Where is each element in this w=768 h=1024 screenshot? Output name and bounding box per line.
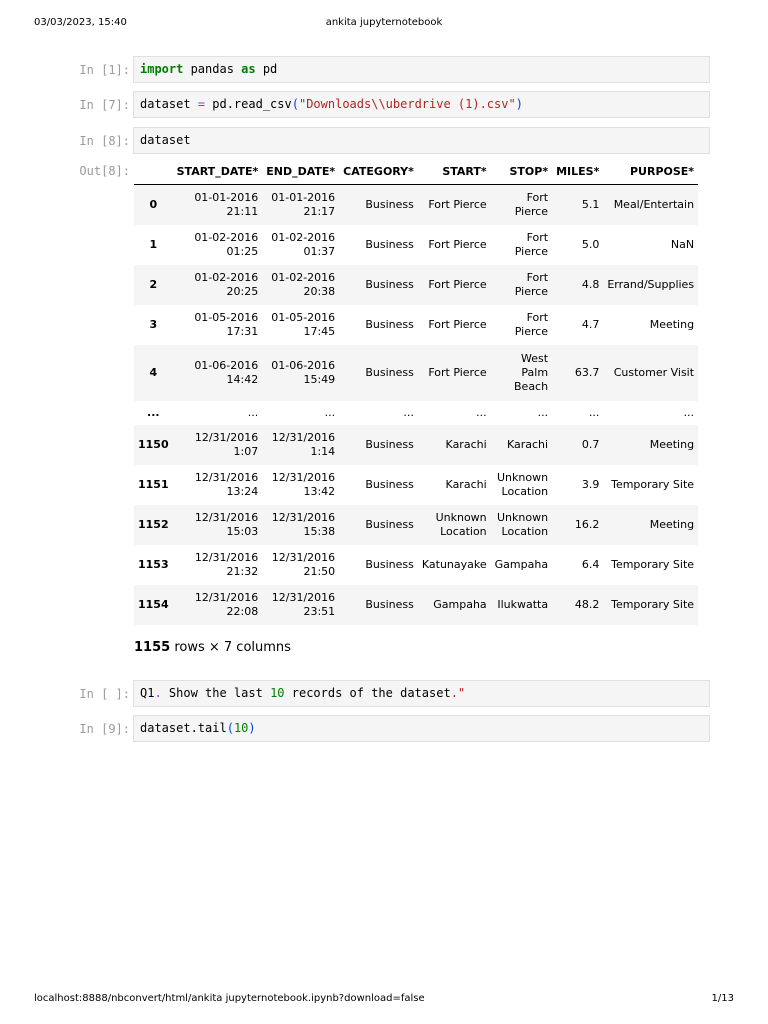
cell-line: 4 [149,365,158,379]
cell-line: 12/31/2016 [194,430,259,444]
cell-line: 12/31/2016 [194,510,259,524]
cell-line: 01-06-2016 [194,358,259,372]
column-header: START_DATE* [173,158,263,185]
cell-line: 01-02-2016 [194,230,259,244]
category-cell [339,225,418,265]
end-date-cell [262,305,339,345]
row-index [134,265,173,305]
end-date-cell [262,185,339,225]
category-cell [339,585,418,625]
cell-line: Meeting [649,437,695,451]
start-cell [418,505,491,545]
cell-line: Business [365,237,414,251]
string-literal: "Downloads\\uberdrive (1).csv" [298,97,516,111]
end-date-cell [262,585,339,625]
purpose-cell [603,505,698,545]
dataframe-shape [134,640,291,655]
cell-line: Ilukwatta [497,597,549,611]
shape-text: rows × 7 columns [170,640,291,655]
cell-line: Fort [526,310,549,324]
cell-line: Fort Pierce [428,317,487,331]
purpose-cell [603,425,698,465]
paren-close: ) [248,721,256,735]
category-cell [339,465,418,505]
stop-cell [491,305,552,345]
start-cell [418,305,491,345]
table-row [134,265,698,305]
cell-line: Pierce [514,204,549,218]
miles-cell [552,401,603,425]
cell-line: Location [501,484,549,498]
start-date-cell [173,185,263,225]
start-date-cell [173,585,263,625]
column-header: CATEGORY* [339,158,418,185]
category-cell [339,425,418,465]
page-number: 1/13 [711,993,734,1004]
stop-cell [491,545,552,585]
operator: . [154,686,162,700]
cell-line: 4.7 [581,317,600,331]
cell-line: 2 [149,277,158,291]
cell-line: 21:32 [226,564,259,578]
row-index [134,465,173,505]
category-cell [339,505,418,545]
start-cell [418,545,491,585]
number-literal: 10 [270,686,285,700]
code-cell-5[interactable] [76,715,710,742]
column-header: PURPOSE* [603,158,698,185]
cell-line: 63.7 [574,365,600,379]
cell-line: Katunayake [421,557,487,571]
cell-line: 01-05-2016 [194,310,259,324]
purpose-cell [603,185,698,225]
code-text: Show the last [161,686,271,700]
code-input[interactable] [133,56,710,83]
row-index [134,225,173,265]
start-date-cell [173,465,263,505]
end-date-cell [262,401,339,425]
cell-line: 20:38 [303,284,336,298]
cell-line: Gampaha [494,557,549,571]
cell-line: 01-02-2016 [271,230,336,244]
cell-line: Temporary Site [611,557,695,571]
table-row [134,585,698,625]
column-header: MILES* [552,158,603,185]
cell-line: Business [365,517,414,531]
cell-line: Business [365,197,414,211]
string-literal: ." [450,686,466,700]
cell-line: 3 [149,317,158,331]
row-index [134,185,173,225]
cell-line: 1151 [138,477,169,491]
row-index [134,545,173,585]
purpose-cell [603,545,698,585]
cell-line: Fort Pierce [428,197,487,211]
cell-line: Temporary Site [611,477,695,491]
table-row [134,225,698,265]
paren-close: ) [515,97,523,111]
cell-line: 14:42 [226,372,259,386]
cell-line: Karachi [445,437,487,451]
input-prompt: In [8]: [79,134,130,148]
cell-line: 12/31/2016 [194,470,259,484]
cell-line: 3.9 [581,477,600,491]
end-date-cell [262,545,339,585]
cell-line: 01-05-2016 [271,310,336,324]
cell-line: Business [365,557,414,571]
cell-line: Meeting [649,517,695,531]
miles-cell [552,585,603,625]
print-header [34,17,734,31]
category-cell [339,401,418,425]
cell-line: 12/31/2016 [271,590,336,604]
miles-cell [552,345,603,401]
number-literal: 10 [233,721,249,735]
end-date-cell [262,425,339,465]
input-prompt: In [7]: [79,98,130,112]
end-date-cell [262,345,339,401]
print-footer [34,993,734,1007]
start-date-cell [173,305,263,345]
cell-line: 21:17 [303,204,336,218]
cell-line: 23:51 [303,604,336,618]
column-header: END_DATE* [262,158,339,185]
cell-line: Customer Visit [613,365,695,379]
cell-line: 15:49 [303,372,336,386]
purpose-cell [603,265,698,305]
table-row [134,345,698,401]
cell-line: Business [365,477,414,491]
column-header: STOP* [491,158,552,185]
cell-line: 01-02-2016 [194,270,259,284]
cell-line: 0.7 [581,437,600,451]
cell-line: Meeting [649,317,695,331]
cell-line: 1152 [138,517,169,531]
category-cell [339,185,418,225]
start-cell [418,225,491,265]
start-cell [418,265,491,305]
row-index [134,505,173,545]
row-index [134,401,173,425]
stop-cell [491,401,552,425]
cell-line: 12/31/2016 [271,510,336,524]
cell-line: Pierce [514,284,549,298]
row-index [134,425,173,465]
input-prompt: In [9]: [79,722,130,736]
cell-line: ... [588,405,600,419]
miles-cell [552,545,603,585]
start-date-cell [173,545,263,585]
cell-line: NaN [670,237,695,251]
cell-line: Errand/Supplies [607,277,695,291]
cell-line: 4.8 [581,277,600,291]
cell-line: Temporary Site [611,597,695,611]
cell-line: Location [501,524,549,538]
cell-line: ... [247,405,259,419]
cell-line: 17:31 [226,324,259,338]
start-cell [418,425,491,465]
column-header: START* [418,158,491,185]
code-text: pd.read_csv [205,97,292,111]
paren-open: ( [291,97,299,111]
cell-line: Gampaha [433,597,487,611]
cell-line: Meal/Entertain [613,197,695,211]
table-row [134,425,698,465]
cell-line: 22:08 [226,604,259,618]
end-date-cell [262,265,339,305]
table-row [134,465,698,505]
cell-line: Business [365,317,414,331]
start-cell [418,465,491,505]
purpose-cell [603,345,698,401]
dataframe-table [134,158,698,625]
code-text: Q1 [140,686,155,700]
cell-line: 1153 [138,557,169,571]
stop-cell [491,185,552,225]
category-cell [339,305,418,345]
cell-line: Beach [514,379,549,393]
cell-line: 12/31/2016 [271,470,336,484]
end-date-cell [262,225,339,265]
stop-cell [491,265,552,305]
code-text: dataset [140,133,191,147]
table-row [134,545,698,585]
cell-line: West [521,351,549,365]
cell-line: 21:11 [226,204,259,218]
table-row [134,305,698,345]
start-cell [418,585,491,625]
cell-line: Palm [521,365,549,379]
table-row [134,505,698,545]
stop-cell [491,225,552,265]
cell-line: 13:24 [226,484,259,498]
cell-line: 1:14 [310,444,336,458]
table-header-row [134,158,698,185]
cell-line: 48.2 [574,597,600,611]
stop-cell [491,425,552,465]
purpose-cell [603,465,698,505]
category-cell [339,545,418,585]
cell-line: Fort [526,190,549,204]
start-cell [418,185,491,225]
purpose-cell [603,225,698,265]
cell-line: Business [365,597,414,611]
cell-line: ... [403,405,414,419]
cell-line: 01:25 [226,244,259,258]
cell-line: 5.0 [581,237,600,251]
end-date-cell [262,465,339,505]
cell-line: 01-02-2016 [271,270,336,284]
miles-cell [552,425,603,465]
code-text: pandas [183,62,242,76]
miles-cell [552,265,603,305]
output-prompt: Out[8]: [79,164,130,178]
purpose-cell [603,305,698,345]
miles-cell [552,305,603,345]
cell-line: Karachi [445,477,487,491]
cell-line: 5.1 [581,197,600,211]
cell-line: 01-01-2016 [194,190,259,204]
code-text: dataset.tail [140,721,227,735]
miles-cell [552,465,603,505]
category-cell [339,265,418,305]
code-input[interactable] [133,91,710,118]
keyword-import: import [140,62,184,76]
code-cell-2[interactable] [76,91,710,118]
row-index [134,305,173,345]
cell-line: Business [365,277,414,291]
print-url: localhost:8888/nbconvert/html/ankita jupyternotebook.ipynb?download=false [34,993,425,1004]
cell-line: Pierce [514,244,549,258]
code-input[interactable] [133,680,710,707]
row-index [134,345,173,401]
cell-line: 6.4 [581,557,600,571]
cell-line: 13:42 [303,484,336,498]
purpose-cell [603,401,698,425]
table-row [134,401,698,425]
cell-line: Pierce [514,324,549,338]
code-cell-1[interactable] [76,56,710,83]
start-date-cell [173,345,263,401]
stop-cell [491,345,552,401]
code-input[interactable] [133,715,710,742]
cell-line: 15:03 [226,524,259,538]
start-cell [418,345,491,401]
row-count: 1155 [134,640,171,655]
start-cell [418,401,491,425]
cell-line: 01:37 [303,244,336,258]
cell-line: Fort [526,230,549,244]
cell-line: Location [440,524,487,538]
start-date-cell [173,265,263,305]
cell-line: Unknown [435,510,487,524]
cell-line: 12/31/2016 [271,550,336,564]
cell-line: ... [324,405,336,419]
end-date-cell [262,505,339,545]
cell-line: 21:50 [303,564,336,578]
cell-line: ... [147,405,160,419]
cell-line: ... [683,405,695,419]
input-prompt: In [ ]: [79,687,130,701]
cell-line: Fort [526,270,549,284]
cell-line: Business [365,437,414,451]
cell-line: 12/31/2016 [194,550,259,564]
start-date-cell [173,425,263,465]
miles-cell [552,505,603,545]
operator: = [197,97,206,111]
stop-cell [491,465,552,505]
cell-line: 15:38 [303,524,336,538]
code-text: dataset [140,97,198,111]
cell-line: 01-06-2016 [271,358,336,372]
miles-cell [552,185,603,225]
code-text: records of the dataset [284,686,451,700]
start-date-cell [173,401,263,425]
code-cell-3[interactable] [76,127,710,154]
print-datetime: 03/03/2023, 15:40 [34,17,127,28]
cell-line: 01-01-2016 [271,190,336,204]
cell-line: 0 [149,197,158,211]
cell-line: 1 [149,237,158,251]
cell-line: ... [476,405,487,419]
input-prompt: In [1]: [79,63,130,77]
cell-line: Fort Pierce [428,277,487,291]
code-text: pd [255,62,278,76]
row-index [134,585,173,625]
stop-cell [491,585,552,625]
category-cell [339,345,418,401]
cell-line: 1:07 [233,444,259,458]
index-header [134,158,173,185]
cell-line: ... [537,405,549,419]
cell-line: 16.2 [574,517,600,531]
cell-line: 17:45 [303,324,336,338]
cell-line: 12/31/2016 [271,430,336,444]
cell-line: Unknown [497,470,549,484]
cell-line: 1150 [138,437,169,451]
code-input[interactable] [133,127,710,154]
cell-line: Fort Pierce [428,365,487,379]
code-cell-4[interactable] [76,680,710,707]
cell-line: 20:25 [226,284,259,298]
start-date-cell [173,505,263,545]
stop-cell [491,505,552,545]
cell-line: 12/31/2016 [194,590,259,604]
cell-line: Karachi [506,437,549,451]
cell-line: Unknown [497,510,549,524]
purpose-cell [603,585,698,625]
cell-line: Business [365,365,414,379]
cell-line: Fort Pierce [428,237,487,251]
table-row [134,185,698,225]
miles-cell [552,225,603,265]
cell-line: 1154 [138,597,169,611]
keyword-as: as [241,62,256,76]
start-date-cell [173,225,263,265]
paren-open: ( [226,721,234,735]
print-title: ankita jupyternotebook [325,17,443,28]
